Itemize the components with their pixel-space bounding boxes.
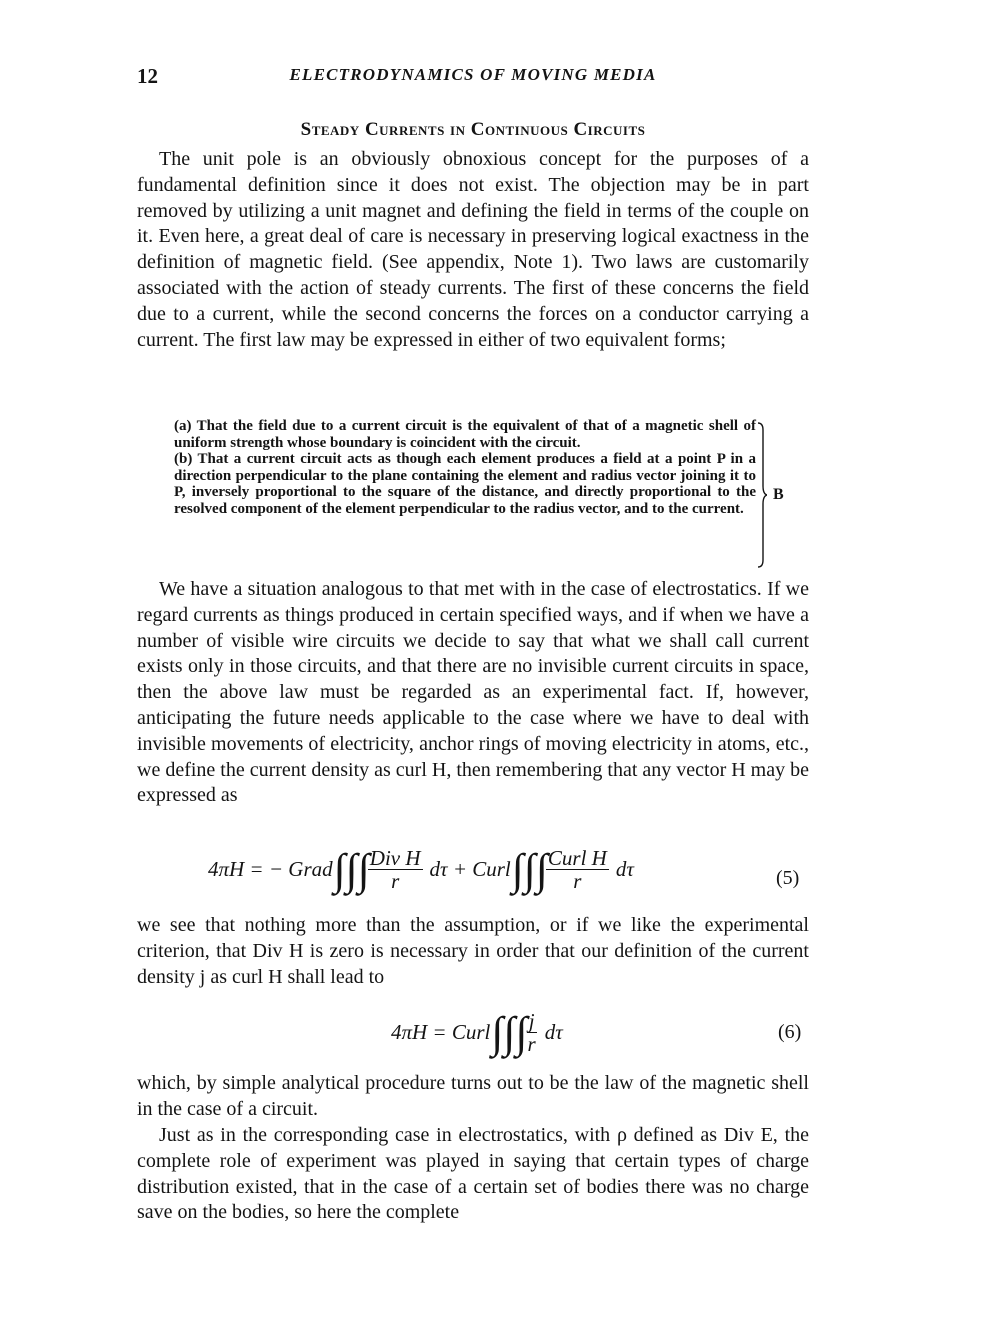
paragraph-unit-pole: The unit pole is an obviously obnoxious concept for the purposes of a fundamental definition since it does not exist. The objection may be in part removed by utilizing a unit magnet and defining the field in terms of the couple on it. Even here, a great deal of care is necessary in preserving logical exactness in the definition of magnetic field. (See appendix, Note 1). Two laws are customarily associated with the action of steady currents. The first of these concerns the field due to a current, while the second concerns the forces on a conductor carrying a current. The first law may be expressed in either of two equivalent forms; — [137, 148, 809, 351]
eq6-frac-denominator: r — [527, 1032, 536, 1057]
eq5-lhs: 4πH = − Grad — [208, 857, 333, 882]
eq6-fraction — [526, 1010, 538, 1055]
page-number: 12 — [137, 64, 158, 88]
eq5-fraction-2 — [546, 847, 609, 892]
eq5-frac1-numerator: Div H — [369, 846, 421, 870]
eq5-triple-integral-2: ∫∫∫ — [511, 844, 548, 894]
law-label: B — [773, 486, 784, 503]
paragraph-assumption: we see that nothing more than the assumption, or if we like the experimental criterion, that Div H is zero is necessary in order that our definition of the current density j as curl H shall lead to — [137, 914, 809, 988]
eq5-frac2-numerator: Curl H — [547, 846, 607, 870]
paragraph-electrostatics: Just as in the corresponding case in electrostatics, with ρ defined as Div E, the complete role of experiment was played in saying that certain types of charge distribution existed, that in the case of a certain set of bodies there was no charge save on the bodies, so here the complete — [137, 1124, 809, 1224]
eq5-middle: dτ + Curl — [429, 857, 511, 882]
equation-number-6: (6) — [778, 1021, 802, 1043]
eq6-end: dτ — [544, 1020, 563, 1045]
eq6-lhs: 4πH = Curl — [391, 1020, 491, 1045]
law-block — [174, 418, 756, 517]
eq5-fraction-1 — [368, 847, 423, 892]
eq5-frac2-denominator: r — [573, 869, 582, 894]
law-item-b: (b) That a current circuit acts as though each element produces a field at a point P in a direction perpendicular to the plane containing the element and radius vector joining it to P, inversely proportional to the square of the distance, and directly proportional to the resolved component of the element perpendicular to the radius vector, and to the current. — [174, 451, 756, 517]
law-item-a: (a) That the field due to a current circuit is the equivalent of that of a magnetic shell of uniform strength whose boundary is coincident with the circuit. — [174, 418, 756, 451]
eq6-triple-integral: ∫∫∫ — [491, 1007, 528, 1057]
eq5-frac1-denominator: r — [391, 869, 400, 894]
equation-number-5: (5) — [776, 867, 800, 889]
paragraph-situation: We have a situation analogous to that met with in the case of electrostatics. If we regard currents as things produced in certain specified ways, and if when we have a number of visible wire circuits we decide to say that what we shall call current exists only in those circuits, and that there are no invisible current circuits in space, then the above law must be regarded as an experimental fact. If, however, anticipating the future needs applicable to the case where we have to deal with invisible movements of electricity, anchor rings of moving electricity in atoms, etc., we define the current density as curl H, then remembering that any vector H may be expressed as — [137, 578, 809, 807]
eq6-frac-numerator: j — [528, 1009, 535, 1033]
running-title: ELECTRODYNAMICS OF MOVING MEDIA — [289, 65, 657, 84]
eq5-triple-integral-1: ∫∫∫ — [333, 844, 370, 894]
law-brace — [757, 422, 767, 568]
equation-5 — [205, 844, 637, 894]
eq5-end: dτ — [615, 857, 634, 882]
equation-6 — [388, 1007, 566, 1057]
paragraph-magnetic-shell: which, by simple analytical procedure turns out to be the law of the magnetic shell in the case of a circuit. — [137, 1072, 809, 1120]
section-heading: Steady Currents in Continuous Circuits — [300, 119, 646, 140]
page-header — [137, 64, 809, 94]
